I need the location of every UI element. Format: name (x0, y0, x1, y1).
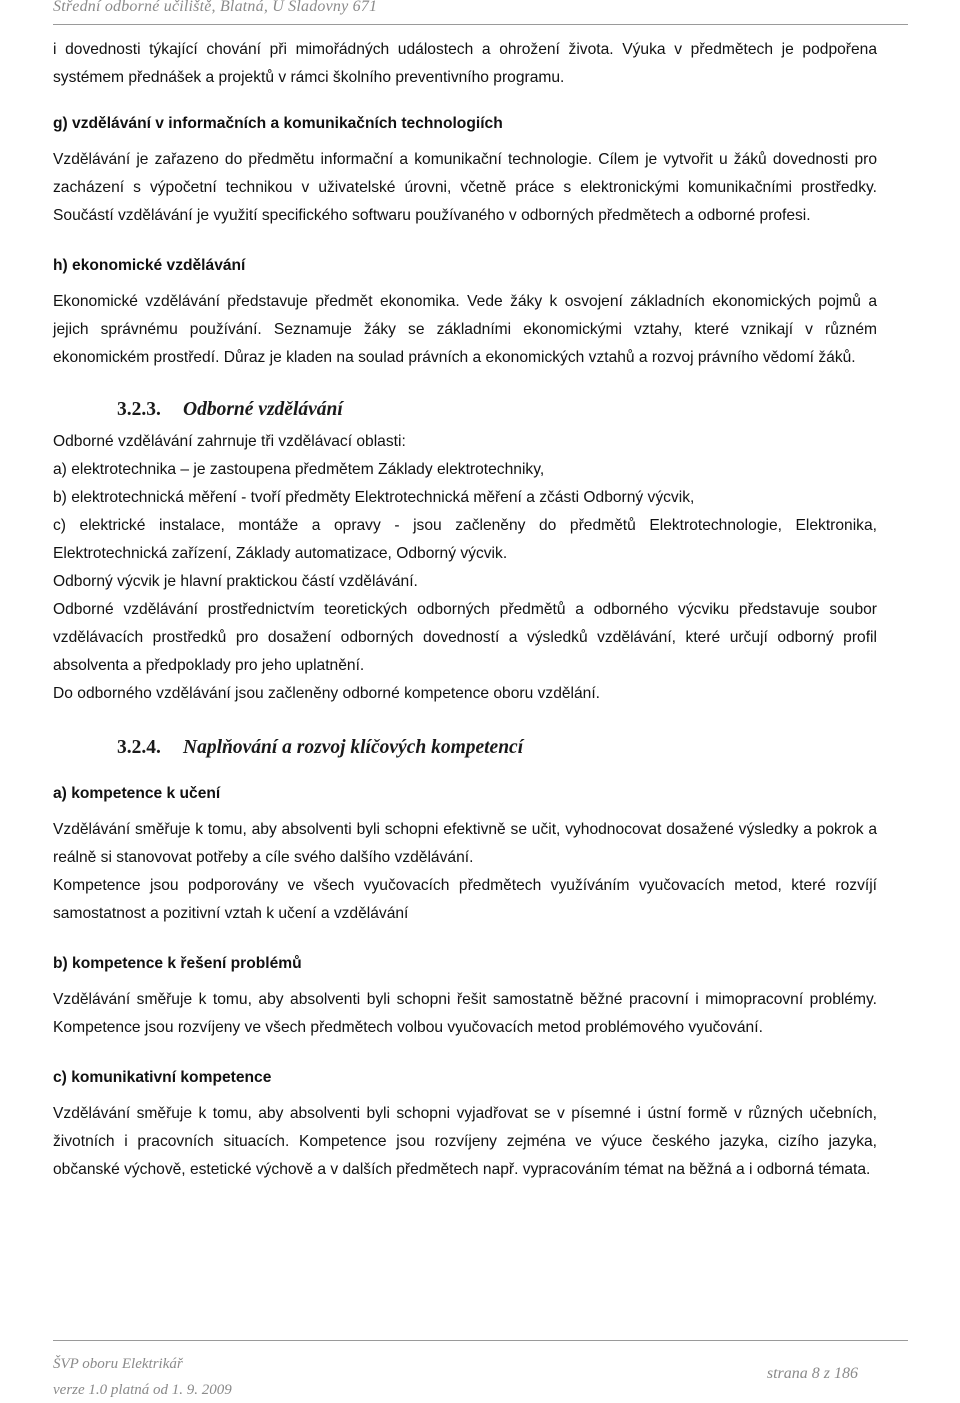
subheading-communication: c) komunikativní kompetence (53, 1069, 272, 1086)
footer-title: ŠVP oboru Elektrikář (53, 1356, 183, 1372)
section-number: 3.2.3. (117, 399, 161, 420)
subheading-problem-solving: b) kompetence k řešení problémů (53, 955, 302, 972)
subheading-learning: a) kompetence k učení (53, 785, 221, 802)
footer-divider (53, 1340, 908, 1341)
paragraph-line: Do odborného vzdělávání jsou začleněny odborné kompetence oboru vzdělání. (53, 685, 601, 702)
document-body (53, 36, 877, 1184)
section-heading-323 (53, 396, 877, 424)
paragraph-economics: Ekonomické vzdělávání představuje předmět ekonomika. Vede žáky k osvojení základních ekonomických pojmů a jejich správnému používání. Seznamuje žáky se základními ekonomickými vztahy, které vznikají v různém ekonomickém prostředí. Důraz je kladen na soulad právních a ekonomických vztahů a rozvoj právního vědomí žáků. (53, 293, 877, 366)
section-number: 3.2.4. (117, 737, 161, 758)
paragraph-ict: Vzdělávání je zařazeno do předmětu informační a komunikační technologie. Cílem je vytvořit u žáků dovednosti pro zacházení s výpočetní technikou v uživatelské úrovni, včetně práce s elektronickými komunikačními prostředky. Součástí vzdělávání je využití specifického softwaru používaného v odborných předmětech a odborné profesi. (53, 151, 877, 224)
paragraph-line: c) elektrické instalace, montáže a opravy - jsou začleněny do předmětů Elektrotechnologie, Elektronika, Elektrotechnická zařízení, Základy automatizace, Odborný výcvik. (53, 517, 877, 562)
page-number: strana 8 z 186 (766, 1365, 858, 1382)
header-divider (53, 24, 908, 25)
paragraph-intro: i dovednosti týkající chování při mimořádných událostech a ohrožení života. Výuka v předmětech je podpořena systémem přednášek a projektů v rámci školního preventivního programu. (53, 41, 877, 86)
section-heading-324 (53, 734, 877, 762)
paragraph-line: Odborné vzdělávání zahrnuje tři vzdělávací oblasti: (53, 433, 406, 450)
paragraph-problem-solving: Vzdělávání směřuje k tomu, aby absolventi byli schopni řešit samostatně běžné pracovní i mimopracovní problémy. Kompetence jsou rozvíjeny ve všech předmětech volbou vyučovacích metod problémového vyučování. (53, 991, 877, 1036)
paragraph-line: Odborný výcvik je hlavní praktickou částí vzdělávání. (53, 573, 418, 590)
page-header: Střední odborné učiliště, Blatná, U Sladovny 671 (53, 0, 378, 15)
subheading-ict: g) vzdělávání v informačních a komunikačních technologiích (53, 115, 503, 132)
paragraph-line: b) elektrotechnická měření - tvoří předměty Elektrotechnická měření a zčásti Odborný výcvik, (53, 489, 695, 506)
paragraph-line: a) elektrotechnika – je zastoupena předmětem Základy elektrotechniky, (53, 461, 545, 478)
paragraph-line: Odborné vzdělávání prostřednictvím teoretických odborných předmětů a odborného výcviku představuje soubor vzdělávacích prostředků pro dosažení odborných dovedností a výsledků vzdělávání, které určují odborný profil absolventa a předpoklady pro jeho uplatnění. (53, 601, 877, 674)
paragraph-communication: Vzdělávání směřuje k tomu, aby absolventi byli schopni vyjadřovat se v písemné i ústní formě v různých učebních, životních i pracovních situacích. Kompetence jsou rozvíjeny zejména ve výuce českého jazyka, cizího jazyka, občanské výchově, estetické výchově a v dalších předmětech např. vypracováním témat na běžná a i odborná témata. (53, 1105, 877, 1178)
section-title: Naplňování a rozvoj klíčových kompetencí (183, 737, 524, 758)
footer-version: verze 1.0 platná od 1. 9. 2009 (53, 1382, 232, 1398)
footer-info (53, 1351, 232, 1403)
section-title: Odborné vzdělávání (183, 399, 343, 420)
subheading-economics: h) ekonomické vzdělávání (53, 257, 246, 274)
paragraph-learning-2: Kompetence jsou podporovány ve všech vyučovacích předmětech využíváním vyučovacích metod, které rozvíjí samostatnost a pozitivní vztah k učení a vzdělávání (53, 877, 877, 922)
paragraph-learning-1: Vzdělávání směřuje k tomu, aby absolventi byli schopni efektivně se učit, vyhodnocovat dosažené výsledky a pokrok a reálně si stanovovat potřeby a cíle svého dalšího vzdělávání. (53, 821, 877, 866)
